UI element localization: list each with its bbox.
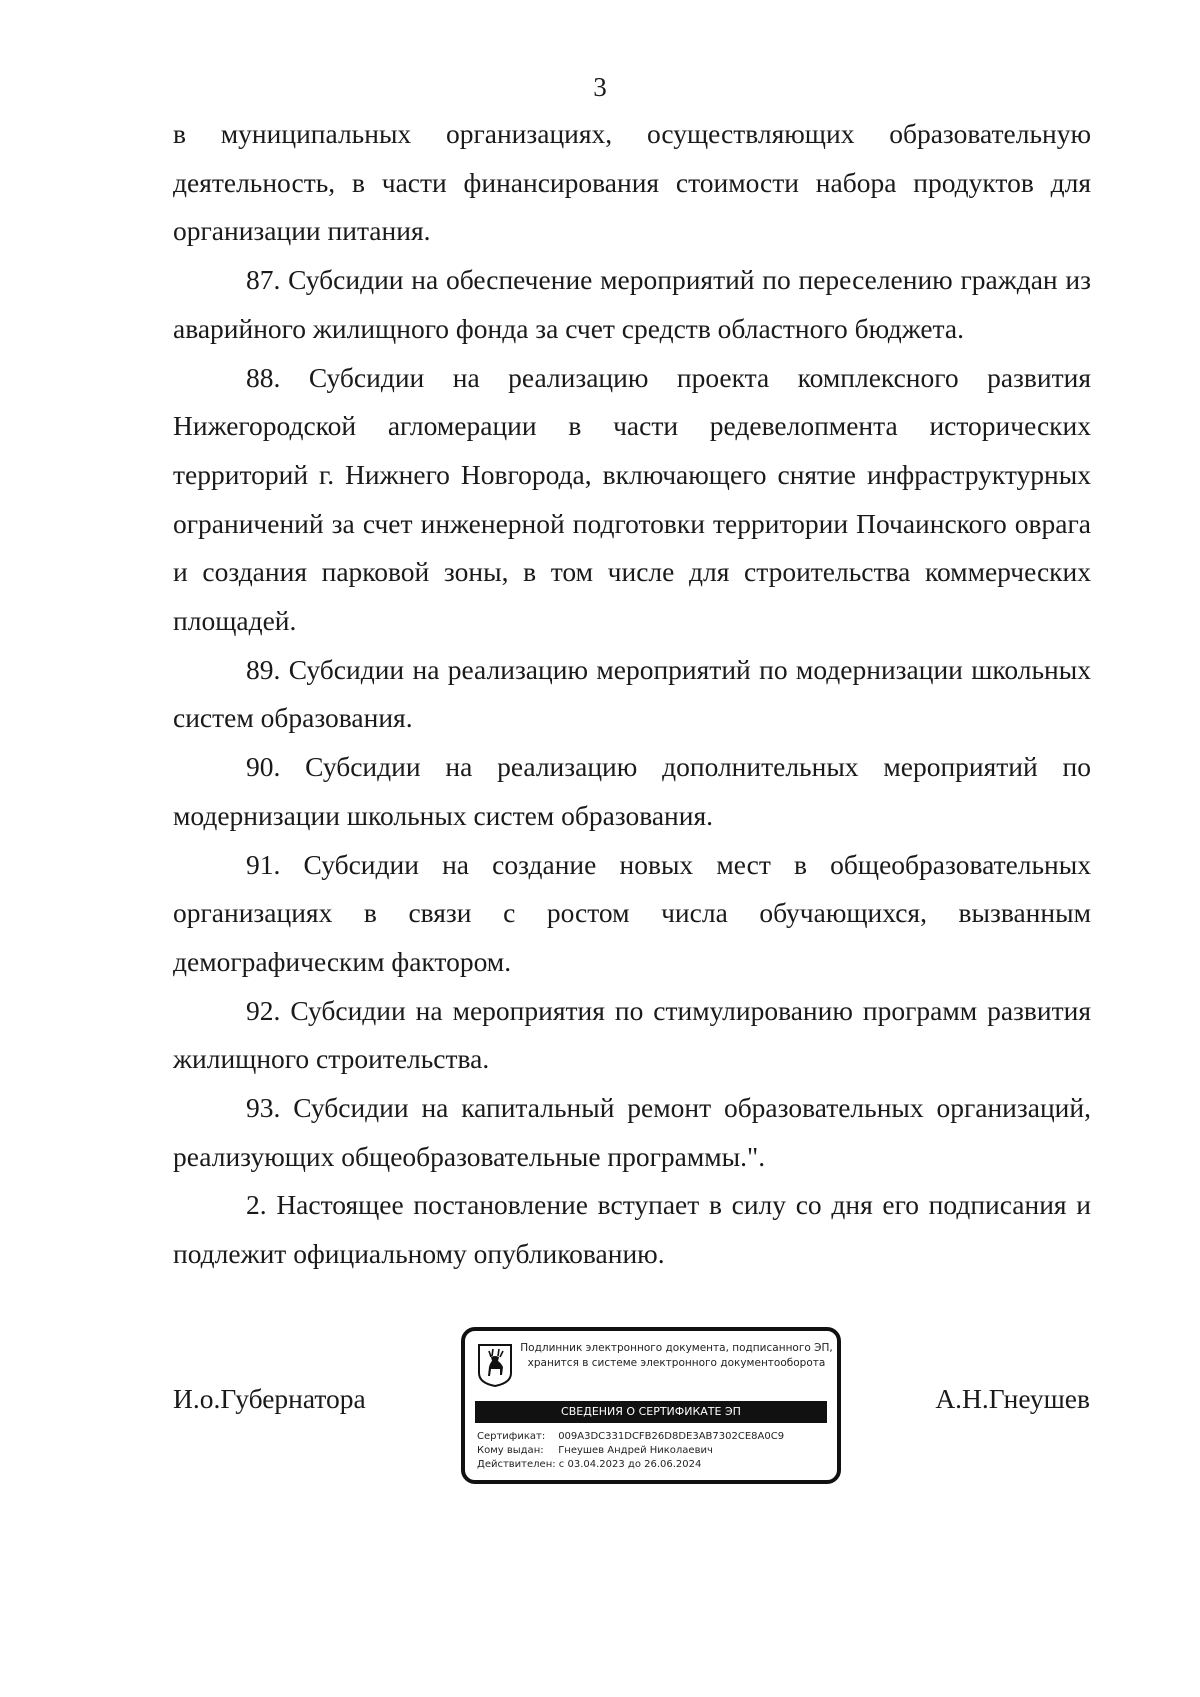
validity-value: с 03.04.2023 до 26.06.2024 <box>558 1459 702 1470</box>
validity-row <box>477 1458 832 1472</box>
stamp-header-line-1: Подлинник электронного документа, подписанного ЭП, <box>520 1342 833 1354</box>
paragraph-item-92: 92. Субсидии на мероприятия по стимулированию программ развития жилищного строительства. <box>173 994 1091 1075</box>
certificate-value: 009A3DC331DCFB26D8DE3AB7302CE8A0C9 <box>558 1431 785 1442</box>
paragraph-item-93: 93. Субсидии на капитальный ремонт образовательных организаций, реализующих общеобразовательные программы.". <box>173 1092 1091 1172</box>
paragraph-item-89: 89. Субсидии на реализацию мероприятий по модернизации школьных систем образования. <box>173 653 1091 734</box>
certificate-row <box>477 1430 832 1444</box>
stamp-header-line-2: хранится в системе электронного документооборота <box>527 1357 826 1369</box>
issued-to-value: Гнеушев Андрей Николаевич <box>558 1445 713 1456</box>
page-number: 3 <box>593 72 607 102</box>
stamp-header <box>519 1341 834 1371</box>
document-body <box>173 110 1091 1279</box>
issued-to-row <box>477 1444 832 1458</box>
paragraph-continuation: в муниципальных организациях, осуществляющих образовательную деятельность, в части финансирования стоимости набора продуктов для организации питания. <box>173 118 1091 247</box>
validity-label: Действителен: <box>477 1459 556 1470</box>
certificate-label: Сертификат: <box>477 1431 546 1442</box>
issued-to-label: Кому выдан: <box>477 1445 544 1456</box>
paragraph-item-90: 90. Субсидии на реализацию дополнительных мероприятий по модернизации школьных систем образования. <box>173 751 1091 831</box>
certificate-details <box>477 1430 832 1472</box>
deer-emblem-icon <box>477 1343 513 1387</box>
paragraph-clause-2: 2. Настоящее постановление вступает в силу со дня его подписания и подлежит официальному опубликованию. <box>173 1189 1091 1270</box>
paragraph-item-91: 91. Субсидии на создание новых мест в общеобразовательных организациях в связи с ростом числа обучающихся, вызванным демографическим фактором. <box>173 848 1091 977</box>
certificate-bar: СВЕДЕНИЯ О СЕРТИФИКАТЕ ЭП <box>475 1401 827 1423</box>
paragraph-item-87: 87. Субсидии на обеспечение мероприятий по переселению граждан из аварийного жилищного фонда за счет средств областного бюджета. <box>173 264 1091 344</box>
paragraph-item-88: 88. Субсидии на реализацию проекта комплексного развития Нижегородской агломерации в части редевелопмента исторических территорий г. Нижнего Новгорода, включающего снятие инфраструктурных ограничений за счет инженерной подготовки территории Почаинского оврага и создания парковой зоны, в том числе для строительства коммерческих площадей. <box>173 361 1091 637</box>
signer-name: А.Н.Гнеушев <box>935 1383 1090 1414</box>
electronic-signature-stamp <box>461 1327 841 1484</box>
signer-title: И.о.Губернатора <box>173 1383 366 1414</box>
